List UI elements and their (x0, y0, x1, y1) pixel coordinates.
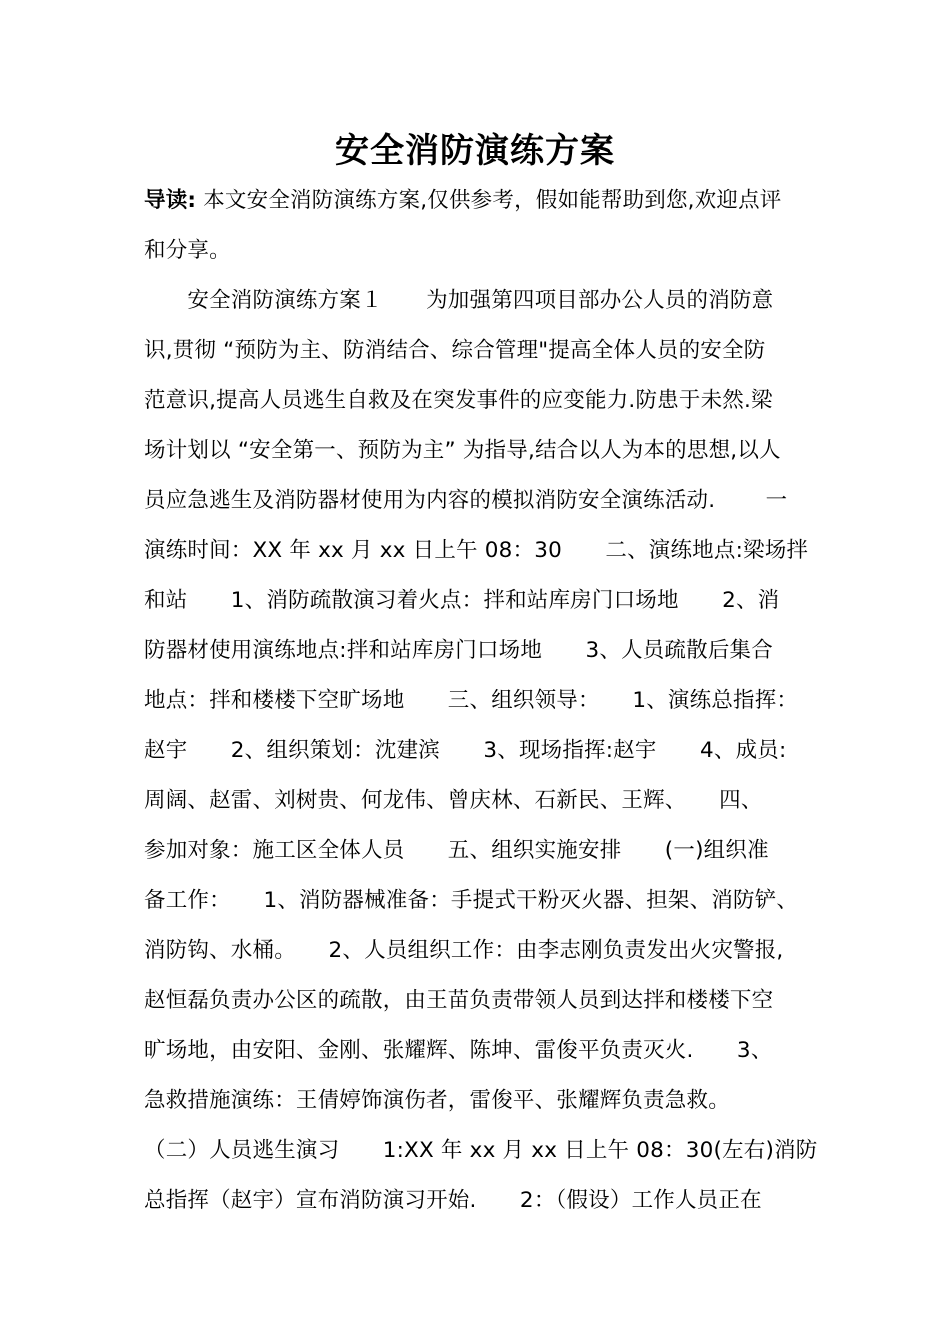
text-line: 和站 1、消防疏散演习着火点：拌和站库房门口场地 2、消 (144, 588, 780, 613)
text-line: 演练时间：XX 年 xx 月 xx 日上午 08：30 二、演练地点:梁场拌 (144, 538, 809, 563)
text-line: 员应急逃生及消防器材使用为内容的模拟消防安全演练活动. 一 (144, 488, 788, 513)
lead-line (144, 176, 824, 226)
text-line: 参加对象：施工区全体人员 五、组织实施安排 (一)组织准 (144, 838, 769, 863)
text-line: 总指挥（赵宇）宣布消防演习开始. 2：（假设）工作人员正在 (144, 1188, 762, 1213)
text-line: 消防钩、水桶。 2、人员组织工作：由李志刚负责发出火灾警报, (144, 938, 784, 963)
document-title: 安全消防演练方案 (335, 131, 615, 171)
document-body (144, 176, 824, 1226)
text-line: 赵宇 2、组织策划：沈建滨 3、现场指挥:赵宇 4、成员: (144, 738, 787, 763)
text-line: 赵恒磊负责办公区的疏散，由王苗负责带领人员到达拌和楼楼下空 (144, 988, 774, 1013)
text-line: 备工作： 1、消防器械准备：手提式干粉灭火器、担架、消防铲、 (144, 888, 799, 913)
lead-text: 本文安全消防演练方案,仅供参考，假如能帮助到您,欢迎点评 (196, 188, 782, 213)
text-line: 旷场地，由安阳、金刚、张耀辉、陈坤、雷俊平负责灭火. 3、 (144, 1038, 773, 1063)
text-line: 安全消防演练方案１ 为加强第四项目部办公人员的消防意 (144, 288, 774, 313)
text-line: 场计划以 “安全第一、预防为主” 为指导,结合以人为本的思想,以人 (144, 438, 781, 463)
text-line: 防器材使用演练地点:拌和站库房门口场地 3、人员疏散后集合 (144, 638, 773, 663)
text-line: 范意识,提高人员逃生自救及在突发事件的应变能力.防患于未然.梁 (144, 388, 773, 413)
text-line: （二）人员逃生演习 1:XX 年 xx 月 xx 日上午 08：30(左右)消防 (144, 1138, 818, 1163)
text-line: 识,贯彻 “预防为主、防消结合、综合管理"提高全体人员的安全防 (144, 338, 766, 363)
text-line: 周阔、赵雷、刘树贵、何龙伟、曾庆林、石新民、王辉、 四、 (144, 788, 763, 813)
text-line: 急救措施演练：王倩婷饰演伤者，雷俊平、张耀辉负责急救。 (144, 1088, 730, 1113)
text-line: 和分享。 (144, 238, 231, 263)
text-line: 地点：拌和楼楼下空旷场地 三、组织领导： 1、演练总指挥： (144, 688, 799, 713)
lead-label: 导读: (144, 188, 197, 213)
